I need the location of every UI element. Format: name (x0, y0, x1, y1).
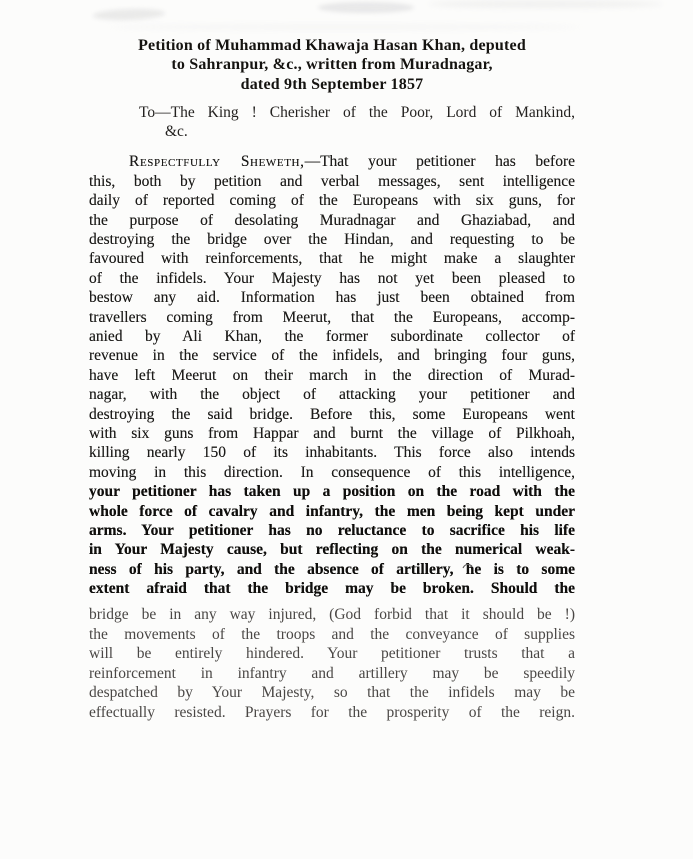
document-heading (89, 36, 575, 94)
text-line: revenue in the service of the infidels, and bringing four guns, (89, 347, 575, 365)
text-line: the movements of the troops and the conveyance of supplies (89, 625, 575, 643)
text-line: destroying the said bridge. Before this, some Europeans went (89, 405, 575, 423)
text-line: nagar, with the object of attacking your petitioner and (89, 386, 575, 404)
scan-smudge (110, 24, 580, 30)
text-line: travellers coming from Meerut, that the Europeans, accomp- (89, 308, 575, 326)
respectfully-sheweth-smallcaps: Respectfully Sheweth, (129, 153, 305, 171)
text-line: the purpose of desolating Muradnagar and Ghaziabad, and (89, 211, 575, 229)
scan-smudge (428, 0, 663, 8)
text-line: favoured with reinforcements, that he might make a slaughter (89, 250, 575, 268)
text-line: bestow any aid. Information has just been obtained from (89, 289, 575, 307)
heading-line: Petition of Muhammad Khawaja Hasan Khan, deputed (138, 37, 526, 54)
text-line: your petitioner has taken up a position on the road with the (89, 483, 575, 501)
text-column (89, 36, 575, 722)
print-artifact-caret (462, 561, 474, 570)
text-line: with six guns from Happar and burnt the village of Pilkhoah, (89, 424, 575, 442)
text-line: anied by Ali Khan, the former subordinate collector of (89, 328, 575, 345)
salutation-line: To—The King ! Cherisher of the Poor, Lord of Mankind, (139, 103, 575, 121)
text-line: daily of reported coming of the Europeans with six guns, for (89, 192, 575, 210)
text-line: ness of his party, and the absence of artillery, he is to some (89, 560, 575, 578)
text-line: despatched by Your Majesty, so that the infidels may be (89, 684, 575, 702)
text-line: of the infidels. Your Majesty has not yet been pleased to (89, 269, 575, 287)
text-line: in Your Majesty cause, but reflecting on the numerical weak- (89, 541, 575, 559)
scan-smudge (318, 2, 414, 13)
text-line (89, 152, 575, 171)
text-line: extent afraid that the bridge may be broken. Should the (89, 580, 575, 598)
salutation-etc: &c. (165, 123, 188, 141)
scan-smudge (93, 8, 165, 22)
text-line: effectually resisted. Prayers for the prosperity of the reign. (89, 703, 575, 721)
salutation (89, 103, 575, 142)
text-line: moving in this direction. In consequence of this intelligence, (89, 463, 575, 481)
text-line: arms. Your petitioner has no reluctance to sacrifice his life (89, 521, 575, 539)
petition-paragraph (89, 152, 575, 598)
heading-line: dated 9th September 1857 (240, 75, 424, 93)
opening-rest: —That your petitioner has before (304, 153, 575, 171)
text-line: bridge be in any way injured, (God forbid that it should be !) (89, 606, 575, 624)
text-line: have left Meerut on their march in the direction of Murad- (89, 366, 575, 384)
text-line: will be entirely hindered. Your petitioner trusts that a (89, 645, 575, 663)
text-line: reinforcement in infantry and artillery may be speedily (89, 664, 575, 682)
text-line: whole force of cavalry and infantry, the men being kept under (89, 502, 575, 520)
text-line: destroying the bridge over the Hindan, and requesting to be (89, 231, 575, 249)
heading-line: to Sahranpur, &c., written from Muradnagar, (171, 56, 493, 74)
text-line: this, both by petition and verbal messages, sent intelligence (89, 172, 575, 190)
text-line: killing nearly 150 of its inhabitants. This force also intends (89, 444, 575, 462)
continuation-paragraph (89, 605, 575, 722)
